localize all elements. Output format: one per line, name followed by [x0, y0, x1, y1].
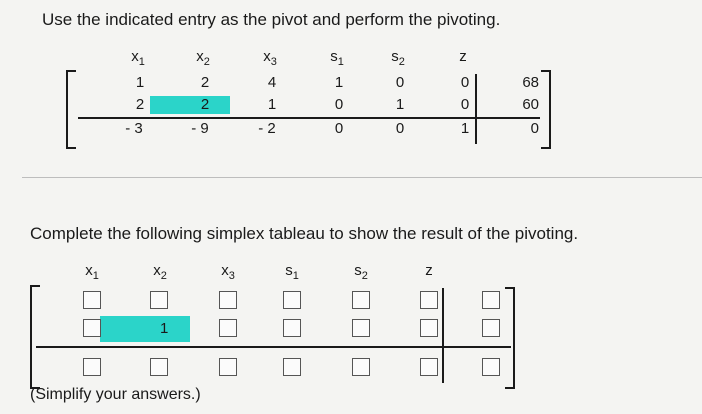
tableau-objective-divider — [78, 117, 540, 119]
cell-r1-z: 0 — [460, 74, 470, 91]
header-s1: $s_1$ — [330, 48, 344, 68]
answer-input-r1-s2[interactable] — [352, 291, 370, 309]
answer-input-r3-z[interactable] — [420, 358, 438, 376]
answer-header-s2: $s_2$ — [354, 262, 368, 282]
answer-header-x3: $x_3$ — [221, 262, 235, 282]
answer-input-r2-z[interactable] — [420, 319, 438, 337]
cell-r2-x1: 2 — [135, 96, 145, 113]
header-x3: $x_3$ — [263, 48, 277, 68]
cell-r2-x3: 1 — [267, 96, 277, 113]
header-s2: $s_2$ — [391, 48, 405, 68]
header-z: z — [459, 48, 467, 65]
cell-r3-x1: - 3 — [125, 120, 143, 137]
answer-input-r3-x3[interactable] — [219, 358, 237, 376]
cell-r2-x2-pivot: 2 — [200, 96, 210, 113]
answer-input-r2-x3[interactable] — [219, 319, 237, 337]
cell-r2-s2: 1 — [395, 96, 405, 113]
answer-input-r3-rhs[interactable] — [482, 358, 500, 376]
cell-r3-x3: - 2 — [258, 120, 276, 137]
answer-input-r1-x2[interactable] — [150, 291, 168, 309]
answer-given-pivot-value: 1 — [160, 320, 169, 337]
answer-rhs-divider — [442, 288, 444, 383]
hint-text: (Simplify your answers.) — [30, 386, 201, 403]
instruction-text: Use the indicated entry as the pivot and perform the pivoting. — [42, 10, 501, 29]
cell-r2-s1: 0 — [334, 96, 344, 113]
tableau-left-bracket — [66, 70, 76, 149]
answer-objective-divider — [36, 346, 511, 348]
answer-input-r1-rhs[interactable] — [482, 291, 500, 309]
answer-input-r2-s2[interactable] — [352, 319, 370, 337]
answer-left-bracket — [30, 285, 40, 389]
tableau-right-bracket — [541, 70, 551, 149]
cell-r3-z: 1 — [460, 120, 470, 137]
answer-input-r1-z[interactable] — [420, 291, 438, 309]
answer-header-x2: $x_2$ — [153, 262, 167, 282]
cell-r1-s1: 1 — [334, 74, 344, 91]
cell-r3-x2: - 9 — [191, 120, 209, 137]
cell-r2-z: 0 — [460, 96, 470, 113]
answer-input-r3-s2[interactable] — [352, 358, 370, 376]
answer-input-r2-x1[interactable] — [83, 319, 101, 337]
section-separator — [22, 177, 702, 178]
answer-header-x1: $x_1$ — [85, 262, 99, 282]
answer-header-z: z — [425, 262, 433, 279]
answer-input-r1-x1[interactable] — [83, 291, 101, 309]
cell-r1-x3: 4 — [267, 74, 277, 91]
cell-r1-rhs: 68 — [522, 74, 539, 91]
cell-r3-s2: 0 — [395, 120, 405, 137]
answer-right-bracket — [505, 287, 515, 389]
answer-input-r3-s1[interactable] — [283, 358, 301, 376]
cell-r2-rhs: 60 — [522, 96, 539, 113]
answer-input-r1-s1[interactable] — [283, 291, 301, 309]
question-text: Complete the following simplex tableau to show the result of the pivoting. — [30, 224, 579, 243]
cell-r3-s1: 0 — [334, 120, 344, 137]
answer-input-r2-s1[interactable] — [283, 319, 301, 337]
answer-input-r3-x1[interactable] — [83, 358, 101, 376]
answer-input-r3-x2[interactable] — [150, 358, 168, 376]
answer-input-r1-x3[interactable] — [219, 291, 237, 309]
header-x2: $x_2$ — [196, 48, 210, 68]
answer-pivot-highlight — [100, 316, 190, 342]
header-x1: $x_1$ — [131, 48, 145, 68]
answer-input-r2-rhs[interactable] — [482, 319, 500, 337]
cell-r1-x1: 1 — [135, 74, 145, 91]
cell-r1-x2: 2 — [200, 74, 210, 91]
cell-r3-rhs: 0 — [530, 120, 539, 137]
answer-header-s1: $s_1$ — [285, 262, 299, 282]
cell-r1-s2: 0 — [395, 74, 405, 91]
